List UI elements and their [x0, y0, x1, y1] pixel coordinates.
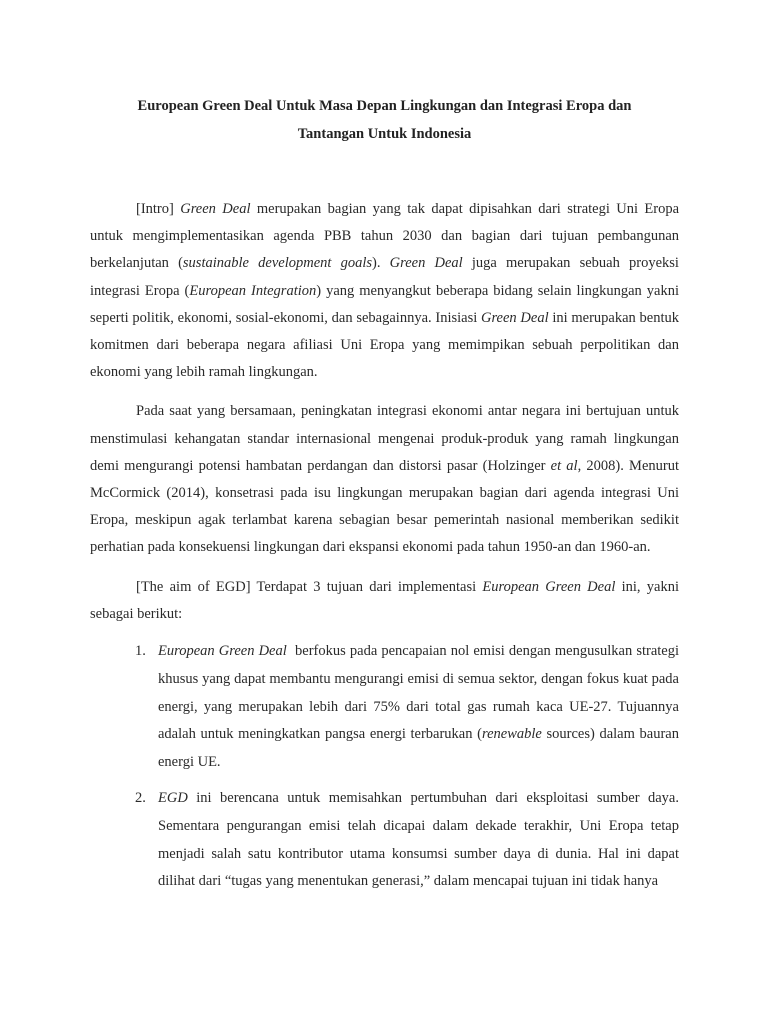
title-line-2: Tantangan Untuk Indonesia — [297, 126, 472, 142]
list-item-number: 2. — [135, 790, 146, 807]
text-run: sources) dalam bauran energi UE. — [158, 726, 679, 771]
text-run: ini berencana untuk memisahkan pertumbuhan dari eksploitasi sumber daya. Sementara pengurangan emisi telah dicapai dalam dekade terakhir, Uni Eropa tetap menjadi salah satu kontributor utama konsumsi sumber daya di dunia. Hal ini dapat dilihat dari “tugas yang menentukan generasi,” dalam mencapai tujuan ini tidak hanya — [158, 790, 679, 890]
second-paragraph — [90, 398, 679, 561]
text-run: [Intro] — [136, 201, 181, 217]
text-run: Pada saat yang bersamaan, peningkatan integrasi ekonomi antar negara ini bertujuan untuk menstimulasi kehangatan standar internasional mengenai produk-produk yang ramah lingkungan demi mengurangi potensi hambatan perdangan dan distorsi pasar (Holzinger — [90, 403, 679, 474]
italic-run: Green Deal — [389, 255, 463, 272]
italic-run: Green Deal — [180, 201, 251, 217]
text-run: ini, yakni sebagai berikut: — [90, 578, 679, 622]
list-item-number: 1. — [135, 643, 146, 660]
document-title — [90, 92, 679, 148]
list-item — [135, 785, 679, 896]
text-run: , 2008). Menurut McCormick (2014), konsetrasi pada isu lingkungan merupakan bagian dari agenda integrasi Uni Eropa, meskipun agak terlambat karena sebagian besar pemerintah nasional memberikan sedikit perhatian pada konsekuensi lingkungan dari ekspansi ekonomi pada tahun 1950-an dan 1960-an. — [90, 457, 679, 556]
aim-paragraph — [90, 574, 679, 628]
text-run: juga merupakan sebuah proyeksi integrasi Eropa ( — [90, 255, 679, 299]
italic-run: Green Deal — [480, 309, 549, 326]
text-run: [The aim of EGD] Terdapat 3 tujuan dari implementasi — [136, 578, 483, 595]
text-run: ) yang menyangkut beberapa bidang selain lingkungan yakni seperti politik, ekonomi, sosial-ekonomi, dan sebagainnya. Inisiasi — [90, 282, 679, 326]
italic-run: renewable — [481, 726, 542, 743]
intro-paragraph — [90, 196, 679, 386]
italic-run: EGD — [158, 790, 188, 807]
italic-run: European Integration — [189, 282, 317, 299]
italic-run: European Green Deal — [158, 643, 287, 660]
text-run: ). — [372, 255, 390, 272]
italic-run: et al — [550, 457, 578, 474]
italic-run: European Green Deal — [482, 578, 616, 595]
text-run: berfokus pada pencapaian nol emisi dengan mengusulkan strategi khusus yang dapat membantu mengurangi emisi di semua sektor, dengan fokus kuat pada energi, yang merupakan lebih dari 75% dari total gas rumah kaca UE-27. Tujuannya adalah untuk meningkatkan pangsa energi terbarukan ( — [158, 643, 683, 743]
text-run: ini merupakan bentuk komitmen dari beberapa negara afiliasi Uni Eropa yang memimpikan sebuah perpolitikan dan ekonomi yang lebih ramah lingkungan. — [90, 309, 679, 381]
text-run: merupakan bagian yang tak dapat dipisahkan dari strategi Uni Eropa untuk mengimplementasikan agenda PBB tahun 2030 dan bagian dari tujuan pembangunan berkelanjutan ( — [90, 201, 680, 272]
title-line-1: European Green Deal Untuk Masa Depan Lingkungan dan Integrasi Eropa dan — [137, 98, 632, 114]
list-item — [135, 638, 683, 777]
aims-list — [90, 638, 683, 896]
italic-run: sustainable development goals — [182, 255, 372, 272]
